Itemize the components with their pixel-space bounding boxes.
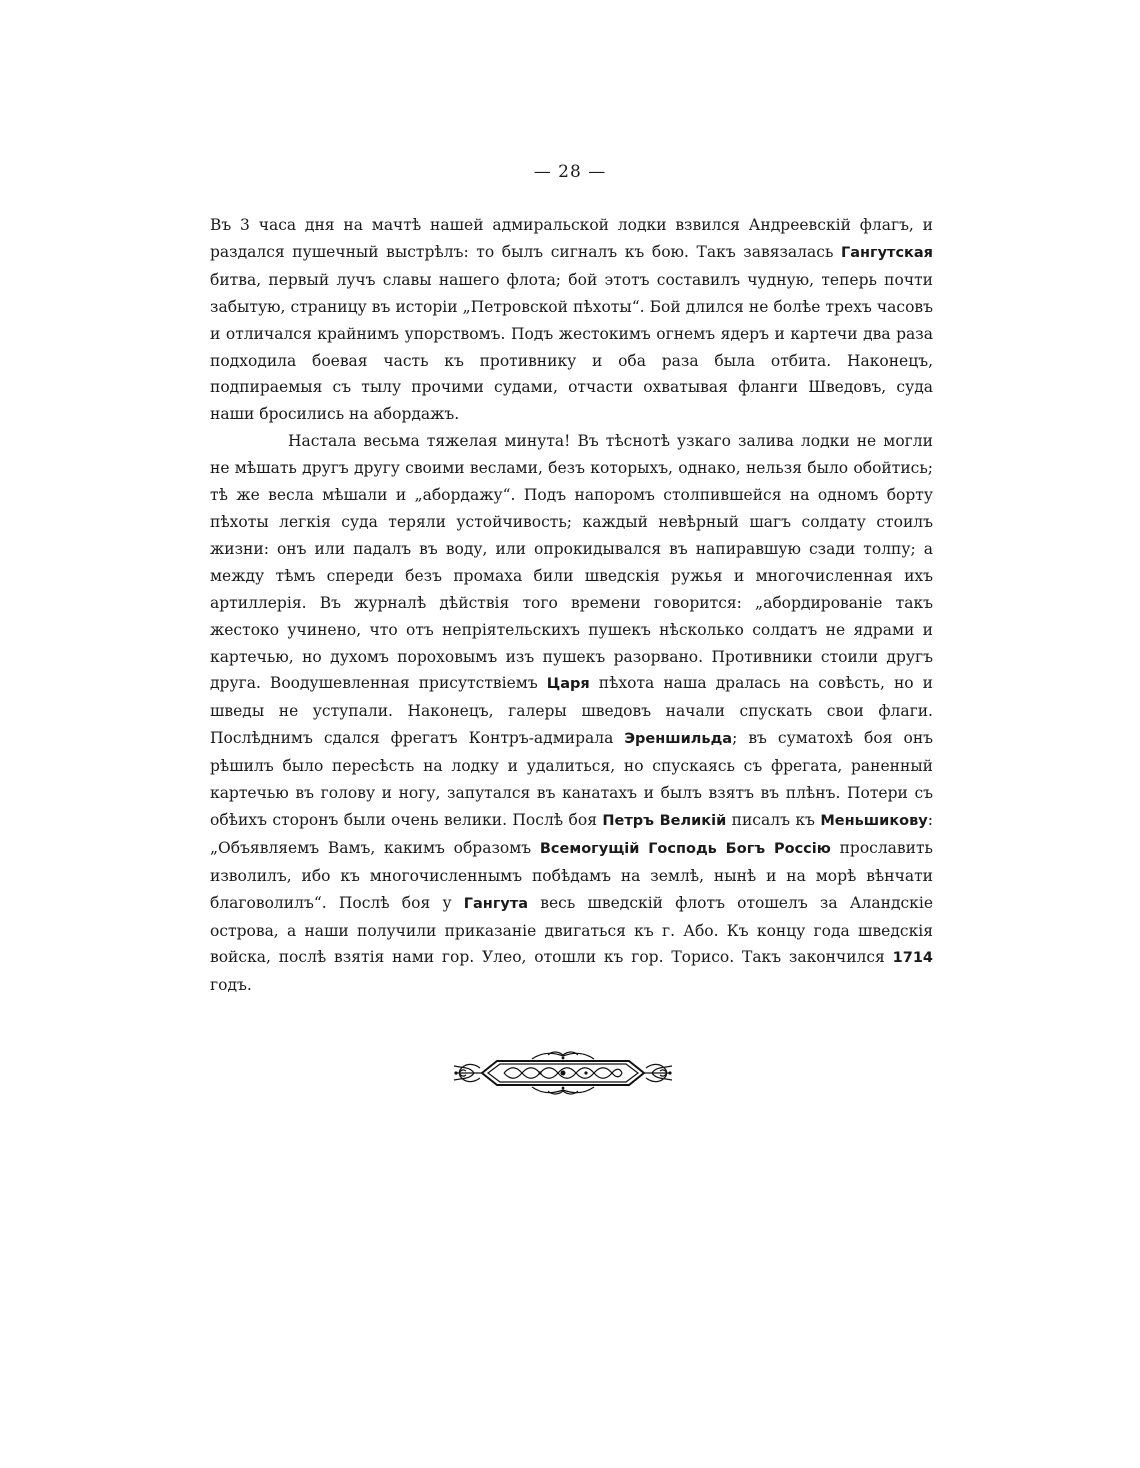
emphasized-text: 1714 — [892, 950, 933, 967]
page-number: — 28 — — [533, 162, 607, 182]
paragraph-text: Въ 3 часа дня на мачтѣ нашей адмиральской лодки взвился Андреевскій флагъ, и раздался пушечный выстрѣлъ: то былъ сигналъ къ бою. Такъ завязалась — [210, 216, 933, 261]
paragraph-text: весь шведскій флотъ отошелъ за Аландскіе острова, а наши получили приказаніе двигаться къ г. Або. Къ концу года шведскія войска, послѣ взятія нами гор. Улео, отошли къ гор. Торисо. Такъ закончился — [210, 893, 933, 967]
paragraph-text: прославить изволилъ, ибо къ многочисленнымъ побѣдамъ на землѣ, нынѣ и на морѣ вѣнчати благоволилъ“. Послѣ боя у — [210, 838, 933, 912]
paragraph-text: Настала весьма тяжелая минута! Въ тѣснотѣ узкаго залива лодки не могли не мѣшать другъ другу своими веслами, безъ которыхъ, однако, нельзя было обойтись; тѣ же весла мѣшали и „абордажу“. Подъ напоромъ столпившейся на одномъ борту пѣхоты легкія суда теряли устойчивость; каждый невѣрный шагъ солдату стоилъ жизни: онъ или падалъ въ воду, или опрокидывался въ напиравшую сзади толпу; а между тѣмъ спереди безъ промаха били шведскія ружья и многочисленная ихъ артиллерія. Въ журналѣ дѣйствія того времени говорится: „абордированіе такъ жестоко учинено, что отъ непріятельскихъ пушекъ нѣсколько солдатъ не ядрами и картечью, но духомъ пороховымъ изъ пушекъ разорвано. Противники стоили другъ друга. Воодушевленная присутствіемъ — [210, 432, 933, 693]
paragraph-text: : „Объявляемъ Вамъ, какимъ образомъ — [210, 810, 933, 857]
paragraph — [210, 428, 933, 999]
body-text — [210, 212, 933, 999]
emphasized-text: Меньшикову — [820, 812, 928, 829]
paragraph-text: ; въ суматохѣ боя онъ рѣшилъ было пересѣсть на лодку и удалиться, но спускаясь съ фрегата, раненный картечью въ голову и ногу, запутался въ канатахъ и былъ взятъ въ плѣнъ. Потери съ обѣихъ сторонъ были очень велики. Послѣ боя — [210, 729, 934, 829]
paragraph-text: годъ. — [210, 976, 252, 995]
emphasized-text: Всемогущій Господь Богъ Россію — [539, 840, 831, 857]
paragraph-text: битва, первый лучъ славы нашего флота; бой этотъ составилъ чудную, теперь почти забытую, страницу въ исторіи „Петровской пѣхоты“. Бой длился не болѣе трехъ часовъ и отличался крайнимъ упорствомъ. Подъ жестокимъ огнемъ ядеръ и картечи два раза подходила боевая часть къ противнику и оба раза была отбита. Наконецъ, подпираемыя съ тылу прочими судами, отчасти охватывая фланги Шведовъ, суда наши бросились на абордажъ. — [210, 270, 933, 424]
emphasized-text: Гангутская — [840, 244, 933, 261]
paragraph-text: писалъ къ — [726, 810, 821, 829]
emphasized-text: Эреншильда — [624, 731, 733, 748]
emphasized-text: Петръ Великій — [602, 812, 727, 829]
paragraph — [210, 212, 933, 428]
emphasized-text: Гангута — [463, 895, 529, 912]
decorative-tailpiece-icon — [452, 1050, 674, 1096]
emphasized-text: Царя — [546, 676, 590, 693]
paragraph-text: пѣхота наша дралась на совѣсть, но и шведы не уступали. Наконецъ, галеры шведовъ начали спускать свои флаги. Послѣднимъ сдался фрегатъ Контръ-адмирала — [210, 674, 934, 748]
